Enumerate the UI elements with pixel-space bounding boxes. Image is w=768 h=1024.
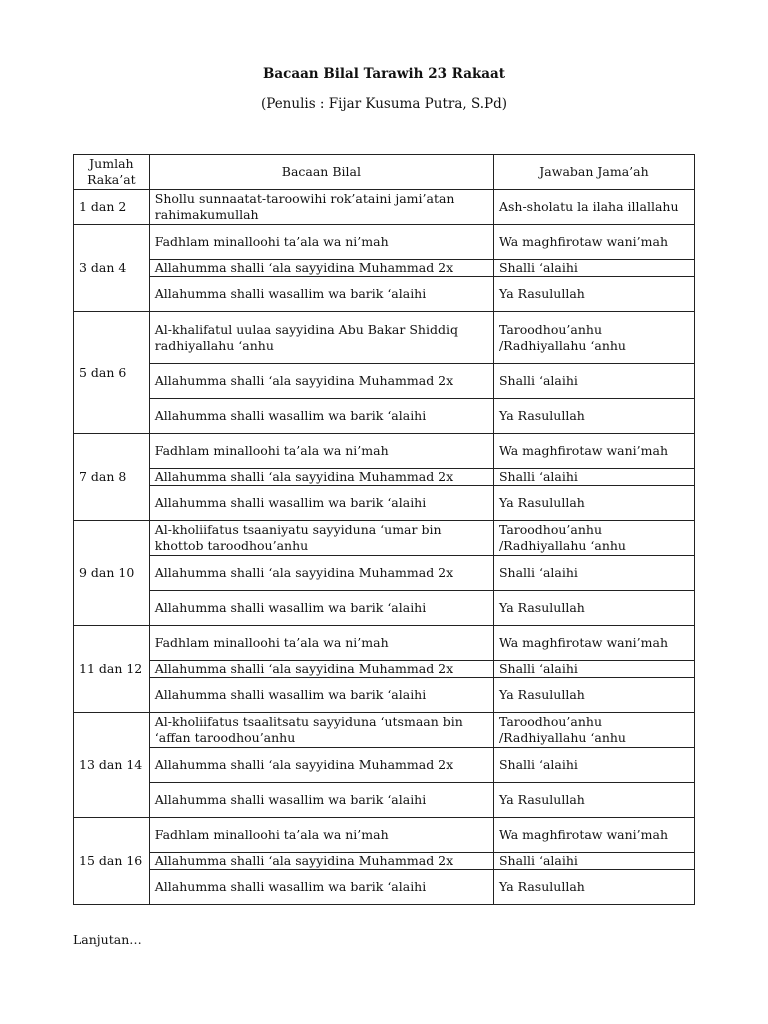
jamaah-response: Shalli ‘alaihi bbox=[493, 853, 694, 870]
jamaah-response: Wa maghfirotaw wani’mah bbox=[493, 225, 694, 260]
rakaat-count: 5 dan 6 bbox=[74, 312, 150, 434]
jamaah-response: Wa maghfirotaw wani’mah bbox=[493, 626, 694, 661]
table-row bbox=[74, 783, 695, 818]
table-row bbox=[74, 713, 695, 748]
author-line: (Penulis : Fijar Kusuma Putra, S.Pd) bbox=[260, 96, 508, 112]
rakaat-count: 9 dan 10 bbox=[74, 521, 150, 626]
table-row bbox=[74, 556, 695, 591]
header-jamaah: Jawaban Jama’ah bbox=[493, 155, 694, 190]
document-title: Bacaan Bilal Tarawih 23 Rakaat bbox=[262, 66, 506, 82]
jamaah-response: Wa maghfirotaw wani’mah bbox=[493, 434, 694, 469]
table-row bbox=[74, 469, 695, 486]
table-row bbox=[74, 486, 695, 521]
jamaah-response: Taroodhou’anhu /Radhiyallahu ‘anhu bbox=[493, 713, 694, 748]
bilal-reading: Fadhlam minalloohi ta’ala wa ni’mah bbox=[149, 434, 493, 469]
jamaah-response: Ya Rasulullah bbox=[493, 870, 694, 905]
recitation-table bbox=[73, 154, 695, 905]
bilal-reading: Allahumma shalli ‘ala sayyidina Muhammad 2x bbox=[149, 469, 493, 486]
bilal-reading: Allahumma shalli wasallim wa barik ‘alaihi bbox=[149, 678, 493, 713]
table-row bbox=[74, 678, 695, 713]
jamaah-response: Ya Rasulullah bbox=[493, 591, 694, 626]
bilal-reading: Allahumma shalli wasallim wa barik ‘alaihi bbox=[149, 870, 493, 905]
table-row bbox=[74, 818, 695, 853]
jamaah-response: Ash-sholatu la ilaha illallahu bbox=[493, 190, 694, 225]
jamaah-response: Shalli ‘alaihi bbox=[493, 661, 694, 678]
table-row bbox=[74, 190, 695, 225]
bilal-reading: Al-khalifatul uulaa sayyidina Abu Bakar Shiddiq radhiyallahu ‘anhu bbox=[149, 312, 493, 364]
jamaah-response: Shalli ‘alaihi bbox=[493, 260, 694, 277]
table-row bbox=[74, 626, 695, 661]
bilal-reading: Allahumma shalli ‘ala sayyidina Muhammad 2x bbox=[149, 364, 493, 399]
table-row bbox=[74, 661, 695, 678]
rakaat-count: 1 dan 2 bbox=[74, 190, 150, 225]
bilal-reading: Allahumma shalli wasallim wa barik ‘alaihi bbox=[149, 783, 493, 818]
table-row bbox=[74, 853, 695, 870]
bilal-reading: Allahumma shalli wasallim wa barik ‘alaihi bbox=[149, 486, 493, 521]
continuation-note: Lanjutan… bbox=[73, 932, 142, 947]
jamaah-response: Shalli ‘alaihi bbox=[493, 748, 694, 783]
jamaah-response: Shalli ‘alaihi bbox=[493, 469, 694, 486]
table-row bbox=[74, 434, 695, 469]
rakaat-count: 7 dan 8 bbox=[74, 434, 150, 521]
jamaah-response: Wa maghfirotaw wani’mah bbox=[493, 818, 694, 853]
table-header-row bbox=[74, 155, 695, 190]
table-row bbox=[74, 277, 695, 312]
bilal-reading: Fadhlam minalloohi ta’ala wa ni’mah bbox=[149, 626, 493, 661]
table-row bbox=[74, 521, 695, 556]
table-row bbox=[74, 748, 695, 783]
jamaah-response: Ya Rasulullah bbox=[493, 486, 694, 521]
bilal-reading: Allahumma shalli ‘ala sayyidina Muhammad 2x bbox=[149, 748, 493, 783]
rakaat-count: 15 dan 16 bbox=[74, 818, 150, 905]
table-row bbox=[74, 870, 695, 905]
jamaah-response: Taroodhou’anhu /Radhiyallahu ‘anhu bbox=[493, 312, 694, 364]
table-row bbox=[74, 591, 695, 626]
bilal-reading: Allahumma shalli ‘ala sayyidina Muhammad 2x bbox=[149, 853, 493, 870]
bilal-reading: Allahumma shalli ‘ala sayyidina Muhammad 2x bbox=[149, 260, 493, 277]
jamaah-response: Ya Rasulullah bbox=[493, 277, 694, 312]
table-row bbox=[74, 312, 695, 364]
jamaah-response: Shalli ‘alaihi bbox=[493, 364, 694, 399]
rakaat-count: 13 dan 14 bbox=[74, 713, 150, 818]
rakaat-count: 11 dan 12 bbox=[74, 626, 150, 713]
header-bilal: Bacaan Bilal bbox=[149, 155, 493, 190]
bilal-reading: Allahumma shalli ‘ala sayyidina Muhammad 2x bbox=[149, 661, 493, 678]
bilal-reading: Allahumma shalli ‘ala sayyidina Muhammad 2x bbox=[149, 556, 493, 591]
header-count: Jumlah Raka’at bbox=[74, 155, 150, 190]
bilal-reading: Fadhlam minalloohi ta’ala wa ni’mah bbox=[149, 225, 493, 260]
table-row bbox=[74, 364, 695, 399]
jamaah-response: Shalli ‘alaihi bbox=[493, 556, 694, 591]
jamaah-response: Ya Rasulullah bbox=[493, 678, 694, 713]
table-row bbox=[74, 399, 695, 434]
bilal-reading: Al-kholiifatus tsaaniyatu sayyiduna ‘umar bin khottob taroodhou’anhu bbox=[149, 521, 493, 556]
jamaah-response: Taroodhou’anhu /Radhiyallahu ‘anhu bbox=[493, 521, 694, 556]
bilal-reading: Fadhlam minalloohi ta’ala wa ni’mah bbox=[149, 818, 493, 853]
bilal-reading: Allahumma shalli wasallim wa barik ‘alaihi bbox=[149, 591, 493, 626]
rakaat-count: 3 dan 4 bbox=[74, 225, 150, 312]
table-row bbox=[74, 260, 695, 277]
jamaah-response: Ya Rasulullah bbox=[493, 399, 694, 434]
table-row bbox=[74, 225, 695, 260]
bilal-reading: Allahumma shalli wasallim wa barik ‘alaihi bbox=[149, 277, 493, 312]
bilal-reading: Al-kholiifatus tsaalitsatu sayyiduna ‘utsmaan bin ‘affan taroodhou’anhu bbox=[149, 713, 493, 748]
bilal-reading: Shollu sunnaatat-taroowihi rok’ataini jami’atan rahimakumullah bbox=[149, 190, 493, 225]
bilal-reading: Allahumma shalli wasallim wa barik ‘alaihi bbox=[149, 399, 493, 434]
jamaah-response: Ya Rasulullah bbox=[493, 783, 694, 818]
